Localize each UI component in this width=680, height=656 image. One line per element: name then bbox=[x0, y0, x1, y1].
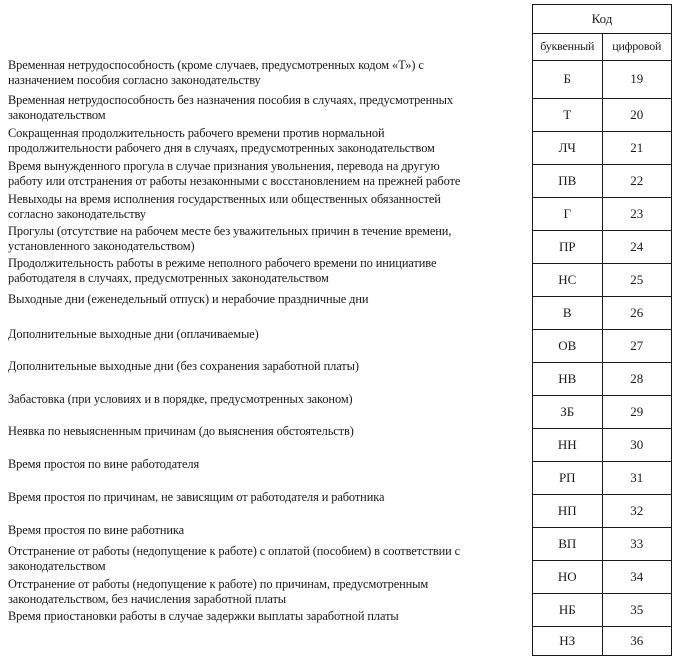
letter-code-cell: РП bbox=[533, 462, 603, 495]
letter-code-cell: ПР bbox=[533, 231, 603, 264]
description-cell bbox=[8, 224, 526, 253]
description-cell bbox=[8, 159, 526, 188]
description-line: Время вынужденного прогула в случае признания увольнения, перевода на другую bbox=[8, 159, 440, 173]
letter-code-cell: Г bbox=[533, 198, 603, 231]
digit-code-cell: 36 bbox=[602, 627, 672, 656]
digit-code-cell: 24 bbox=[602, 231, 672, 264]
digit-code-cell: 30 bbox=[602, 429, 672, 462]
code-table-body bbox=[533, 61, 672, 656]
letter-code-cell: ОВ bbox=[533, 330, 603, 363]
description-line: Продолжительность работы в режиме неполного рабочего времени по инициативе bbox=[8, 256, 437, 270]
description-line: Дополнительные выходные дни (без сохранения заработной платы) bbox=[8, 359, 359, 373]
code-table-head bbox=[533, 5, 672, 61]
digit-code-cell: 31 bbox=[602, 462, 672, 495]
description-line: назначением пособия согласно законодательству bbox=[8, 72, 261, 87]
description-line: законодательством bbox=[8, 107, 106, 122]
digit-code-cell: 28 bbox=[602, 363, 672, 396]
description-line: Временная нетрудоспособность (кроме случаев, предусмотренных кодом «Т») с bbox=[8, 58, 424, 72]
table-row bbox=[533, 462, 672, 495]
table-row bbox=[533, 165, 672, 198]
letter-code-cell: В bbox=[533, 297, 603, 330]
description-line: Время приостановки работы в случае задержки выплаты заработной платы bbox=[8, 609, 399, 623]
letter-code-cell: ЗБ bbox=[533, 396, 603, 429]
description-line: продолжительности рабочего дня в случаях, предусмотренных законодательством bbox=[8, 140, 435, 155]
letter-code-cell: НС bbox=[533, 264, 603, 297]
digit-code-cell: 22 bbox=[602, 165, 672, 198]
description-line: Неявка по невыясненным причинам (до выяснения обстоятельств) bbox=[8, 424, 354, 438]
description-cell bbox=[8, 523, 526, 538]
digit-code-cell: 23 bbox=[602, 198, 672, 231]
description-line: Выходные дни (еженедельный отпуск) и нерабочие праздничные дни bbox=[8, 292, 369, 306]
digit-code-cell: 33 bbox=[602, 528, 672, 561]
description-line: установленного законодательством) bbox=[8, 238, 195, 253]
description-cell bbox=[8, 359, 526, 374]
table-row bbox=[533, 396, 672, 429]
table-row bbox=[533, 198, 672, 231]
table-row bbox=[533, 297, 672, 330]
digit-code-cell: 20 bbox=[602, 99, 672, 132]
description-line: Время простоя по вине работника bbox=[8, 523, 185, 537]
header-letter-code: буквенный bbox=[533, 34, 603, 61]
description-cell bbox=[8, 126, 526, 155]
table-row bbox=[533, 61, 672, 99]
description-cell bbox=[8, 609, 526, 624]
description-cell bbox=[8, 292, 526, 307]
letter-code-cell: НБ bbox=[533, 594, 603, 627]
letter-code-cell: ЛЧ bbox=[533, 132, 603, 165]
description-cell bbox=[8, 424, 526, 439]
table-row bbox=[533, 330, 672, 363]
digit-code-cell: 26 bbox=[602, 297, 672, 330]
table-row bbox=[533, 594, 672, 627]
digit-code-cell: 25 bbox=[602, 264, 672, 297]
letter-code-cell: НВ bbox=[533, 363, 603, 396]
letter-code-cell: Т bbox=[533, 99, 603, 132]
description-line: согласно законодательству bbox=[8, 206, 146, 221]
description-line: работу или отстранения от работы незаконными с восстановлением на прежней работе bbox=[8, 173, 461, 188]
description-cell bbox=[8, 327, 526, 342]
digit-code-cell: 34 bbox=[602, 561, 672, 594]
table-row bbox=[533, 561, 672, 594]
description-line: Отстранение от работы (недопущение к работе) с оплатой (пособием) в соответствии с bbox=[8, 544, 461, 558]
description-line: Прогулы (отсутствие на рабочем месте без уважительных причин в течение времени, bbox=[8, 224, 452, 238]
table-row bbox=[533, 363, 672, 396]
description-cell bbox=[8, 256, 526, 285]
table-row bbox=[533, 627, 672, 656]
code-table bbox=[532, 4, 672, 656]
table-header-sub-row bbox=[533, 34, 672, 61]
header-digit-code: цифровой bbox=[602, 34, 672, 61]
table-row bbox=[533, 429, 672, 462]
digit-code-cell: 32 bbox=[602, 495, 672, 528]
letter-code-cell: Б bbox=[533, 61, 603, 99]
table-row bbox=[533, 99, 672, 132]
digit-code-cell: 27 bbox=[602, 330, 672, 363]
table-row bbox=[533, 264, 672, 297]
description-cell bbox=[8, 490, 526, 505]
letter-code-cell: НП bbox=[533, 495, 603, 528]
description-cell bbox=[8, 392, 526, 407]
description-cell bbox=[8, 457, 526, 472]
description-cell bbox=[8, 58, 526, 87]
digit-code-cell: 21 bbox=[602, 132, 672, 165]
letter-code-cell: ПВ bbox=[533, 165, 603, 198]
description-line: Время простоя по вине работодателя bbox=[8, 457, 200, 471]
description-cell bbox=[8, 577, 526, 606]
table-row bbox=[533, 132, 672, 165]
description-line: работодателя в случаях, предусмотренных законодательством bbox=[8, 270, 329, 285]
digit-code-cell: 35 bbox=[602, 594, 672, 627]
description-line: Дополнительные выходные дни (оплачиваемые) bbox=[8, 327, 259, 341]
letter-code-cell: ВП bbox=[533, 528, 603, 561]
description-line: Временная нетрудоспособность без назначения пособия в случаях, предусмотренных bbox=[8, 93, 453, 107]
description-cell bbox=[8, 544, 526, 573]
description-cell bbox=[8, 192, 526, 221]
letter-code-cell: НО bbox=[533, 561, 603, 594]
letter-code-cell: НН bbox=[533, 429, 603, 462]
description-line: законодательством bbox=[8, 558, 106, 573]
description-cell bbox=[8, 93, 526, 122]
digit-code-cell: 19 bbox=[602, 61, 672, 99]
table-header-group-row bbox=[533, 5, 672, 34]
description-line: Сокращенная продолжительность рабочего времени против нормальной bbox=[8, 126, 385, 140]
header-code-group: Код bbox=[533, 5, 672, 34]
table-row bbox=[533, 231, 672, 264]
table-row bbox=[533, 528, 672, 561]
digit-code-cell: 29 bbox=[602, 396, 672, 429]
letter-code-cell: НЗ bbox=[533, 627, 603, 656]
description-line: законодательством, без начисления заработной платы bbox=[8, 591, 287, 606]
description-line: Забастовка (при условиях и в порядке, предусмотренных законом) bbox=[8, 392, 353, 406]
description-line: Время простоя по причинам, не зависящим от работодателя и работника bbox=[8, 490, 385, 504]
description-line: Невыходы на время исполнения государственных или общественных обязанностей bbox=[8, 192, 441, 206]
table-row bbox=[533, 495, 672, 528]
description-line: Отстранение от работы (недопущение к работе) по причинам, предусмотренным bbox=[8, 577, 429, 591]
